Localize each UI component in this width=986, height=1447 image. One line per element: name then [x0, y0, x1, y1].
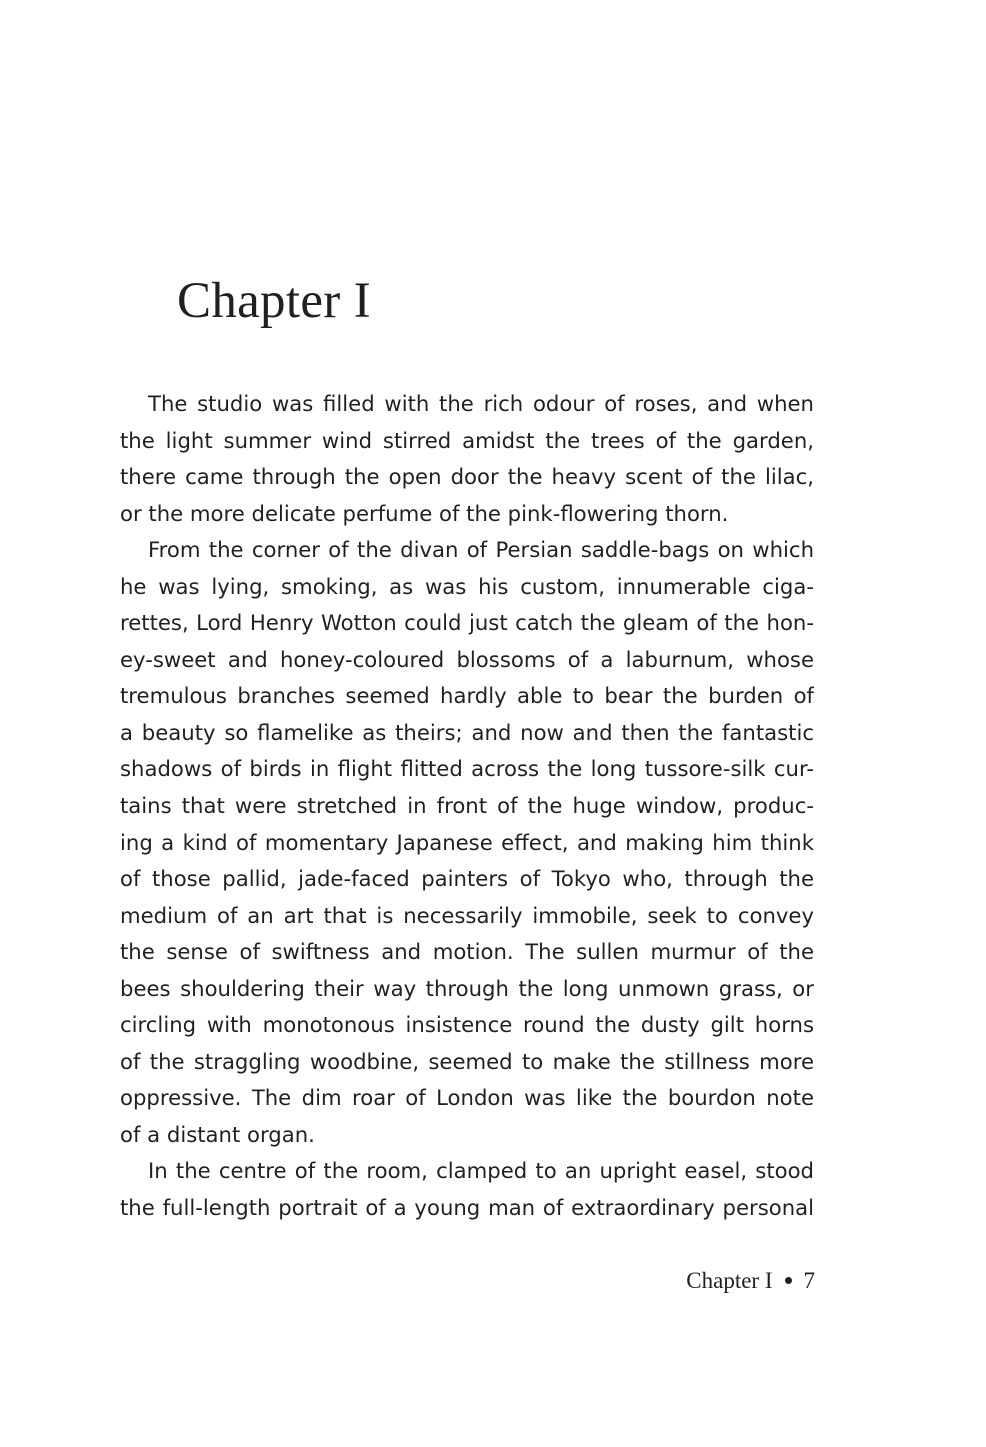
- text-line: The studio was filled with the rich odour of roses, and when: [148, 391, 814, 416]
- text-line: the light summer wind stirred amidst the trees of the garden,: [120, 427, 814, 453]
- text-line: or the more delicate perfume of the pink-flowering thorn.: [120, 500, 729, 526]
- bullet-separator-icon: [785, 1277, 792, 1284]
- text-line: medium of an art that is necessarily immobile, seek to convey: [120, 902, 814, 928]
- text-line: of the straggling woodbine, seemed to make the stillness more: [120, 1048, 814, 1074]
- text-line: rettes, Lord Henry Wotton could just catch the gleam of the hon-: [120, 610, 814, 636]
- running-head: Chapter I: [686, 1268, 773, 1293]
- text-line: bees shouldering their way through the long unmown grass, or: [120, 975, 814, 1001]
- page-number: 7: [803, 1268, 815, 1293]
- text-line: the full-length portrait of a young man of extraordinary personal: [120, 1195, 814, 1221]
- text-line: of those pallid, jade-faced painters of Tokyo who, through the: [120, 866, 814, 892]
- text-line: a beauty so flamelike as theirs; and now and then the fantastic: [120, 719, 814, 745]
- text-line: ing a kind of momentary Japanese effect, and making him think: [120, 829, 814, 855]
- text-line: circling with monotonous insistence round the dusty gilt horns: [120, 1012, 814, 1038]
- text-line: he was lying, smoking, as was his custom, innumerable ciga-: [120, 573, 814, 599]
- text-line: ey-sweet and honey-coloured blossoms of a laburnum, whose: [120, 646, 814, 672]
- text-line: shadows of birds in flight flitted across the long tussore-silk cur-: [120, 756, 814, 782]
- chapter-title: Chapter I: [177, 273, 371, 329]
- text-line: From the corner of the divan of Persian saddle-bags on which: [148, 537, 814, 563]
- text-line: tremulous branches seemed hardly able to bear the burden of: [120, 683, 814, 709]
- text-line: tains that were stretched in front of the huge window, produc-: [120, 793, 814, 819]
- page-footer: [686, 1264, 815, 1298]
- text-line: there came through the open door the heavy scent of the lilac,: [120, 464, 814, 490]
- text-line: the sense of swiftness and motion. The sullen murmur of the: [120, 939, 814, 965]
- text-line: of a distant organ.: [120, 1121, 315, 1147]
- body-text: [120, 386, 814, 1227]
- text-line: In the centre of the room, clamped to an upright easel, stood: [148, 1158, 814, 1184]
- text-line: oppressive. The dim roar of London was like the bourdon note: [120, 1085, 814, 1111]
